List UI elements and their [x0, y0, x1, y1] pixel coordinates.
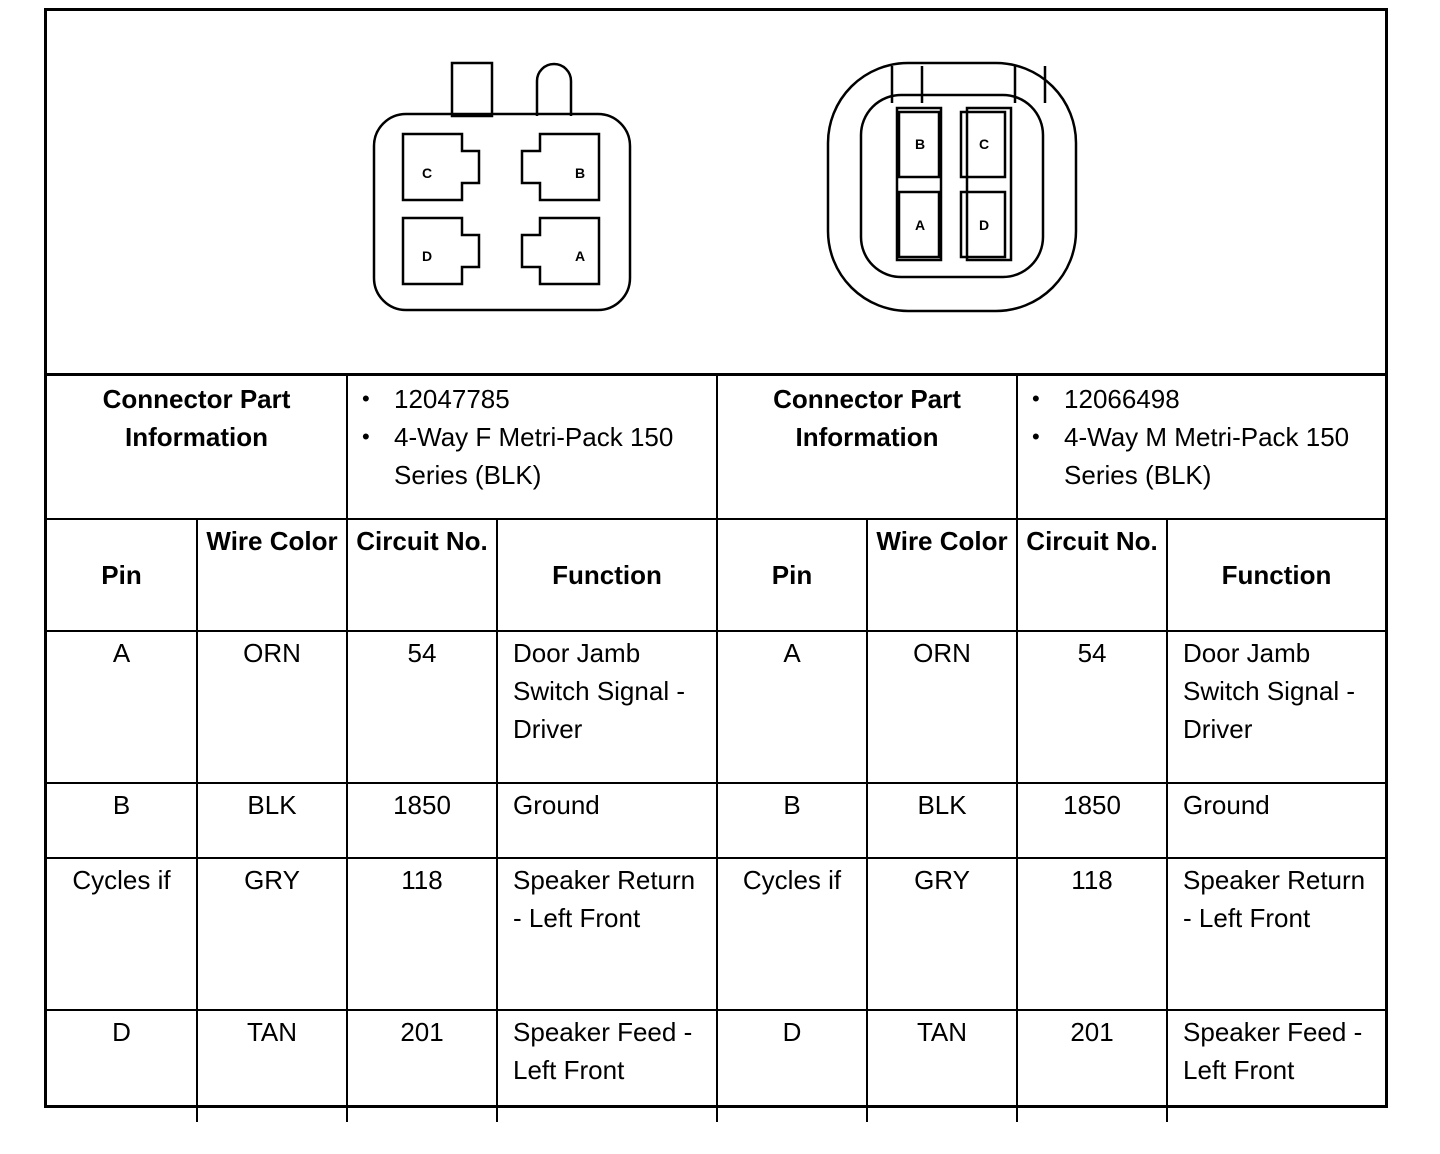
pin-cell: A — [47, 631, 197, 783]
wire-color-cell: GRY — [867, 858, 1017, 1010]
wire-color-cell: ORN — [867, 631, 1017, 783]
circuit-cell: 201 — [347, 1010, 497, 1122]
function-cell: Speaker Feed - Left Front — [497, 1010, 717, 1122]
female-connector-drawing — [374, 63, 630, 310]
table-row — [47, 1010, 1385, 1122]
male-connector-face — [861, 95, 1043, 277]
male-cavity-frame-left — [897, 108, 941, 260]
left-part-number: • 12047785 — [362, 380, 716, 418]
left-circuit-no-header: Circuit No. — [347, 519, 497, 631]
wire-color-cell: ORN — [197, 631, 347, 783]
function-cell: Ground — [497, 783, 717, 858]
female-label-d: D — [421, 248, 433, 264]
wire-color-cell: TAN — [867, 1010, 1017, 1122]
left-wire-color-header: Wire Color — [197, 519, 347, 631]
function-cell: Speaker Feed - Left Front — [1167, 1010, 1385, 1122]
female-cavity-c — [403, 134, 479, 200]
wire-color-cell: BLK — [867, 783, 1017, 858]
female-cavity-b — [522, 134, 599, 200]
wire-color-cell: TAN — [197, 1010, 347, 1122]
pin-cell: A — [717, 631, 867, 783]
male-label-a: A — [914, 217, 926, 233]
function-cell: Speaker Return - Left Front — [497, 858, 717, 1010]
pin-cell: B — [47, 783, 197, 858]
function-cell: Door Jamb Switch Signal - Driver — [1167, 631, 1385, 783]
pin-cell: Cycles if — [717, 858, 867, 1010]
pin-cell: B — [717, 783, 867, 858]
female-connector-body — [374, 114, 630, 310]
left-part-description: • 4-Way F Metri-Pack 150 Series (BLK) — [362, 418, 716, 494]
pin-cell: D — [47, 1010, 197, 1122]
right-part-info-title: Connector Part Information — [717, 375, 1017, 520]
female-key-tab — [537, 64, 571, 116]
circuit-cell: 118 — [347, 858, 497, 1010]
column-header-row — [47, 519, 1385, 631]
left-function-header: Function — [497, 519, 717, 631]
female-label-b: B — [574, 165, 586, 181]
female-label-a: A — [574, 248, 586, 264]
circuit-cell: 54 — [347, 631, 497, 783]
wire-color-cell: BLK — [197, 783, 347, 858]
right-part-info-list — [1017, 375, 1385, 520]
connector-part-info-row — [47, 375, 1385, 520]
female-cavity-d — [403, 218, 479, 284]
function-cell: Door Jamb Switch Signal - Driver — [497, 631, 717, 783]
circuit-cell: 201 — [1017, 1010, 1167, 1122]
function-cell: Ground — [1167, 783, 1385, 858]
table-row — [47, 783, 1385, 858]
pin-cell: D — [717, 1010, 867, 1122]
right-pin-header: Pin — [717, 519, 867, 631]
male-connector-shroud — [828, 63, 1076, 311]
right-part-number: • 12066498 — [1032, 380, 1385, 418]
male-latch-ribs — [892, 66, 1045, 103]
female-label-c: C — [421, 165, 433, 181]
pinout-table — [47, 373, 1385, 1122]
male-label-c: C — [978, 136, 990, 152]
right-function-header: Function — [1167, 519, 1385, 631]
circuit-cell: 118 — [1017, 858, 1167, 1010]
circuit-cell: 54 — [1017, 631, 1167, 783]
connector-pinout-sheet — [44, 8, 1388, 1108]
male-cavity-labels — [915, 136, 989, 233]
male-label-b: B — [914, 136, 926, 152]
function-cell: Speaker Return - Left Front — [1167, 858, 1385, 1010]
circuit-cell: 1850 — [347, 783, 497, 858]
female-cavity-labels — [422, 165, 585, 264]
left-part-info-list — [347, 375, 717, 520]
right-circuit-no-header: Circuit No. — [1017, 519, 1167, 631]
male-label-d: D — [978, 217, 990, 233]
wire-color-cell: GRY — [197, 858, 347, 1010]
table-row — [47, 858, 1385, 1010]
table-row — [47, 631, 1385, 783]
right-wire-color-header: Wire Color — [867, 519, 1017, 631]
left-pin-header: Pin — [47, 519, 197, 631]
circuit-cell: 1850 — [1017, 783, 1167, 858]
male-connector-drawing — [828, 63, 1076, 311]
pin-cell: Cycles if — [47, 858, 197, 1010]
connector-face-views — [47, 11, 1385, 373]
left-part-info-title: Connector Part Information — [47, 375, 347, 520]
right-part-description: • 4-Way M Metri-Pack 150 Series (BLK) — [1032, 418, 1385, 494]
female-lock-tab — [452, 63, 492, 116]
female-cavity-a — [522, 218, 599, 284]
